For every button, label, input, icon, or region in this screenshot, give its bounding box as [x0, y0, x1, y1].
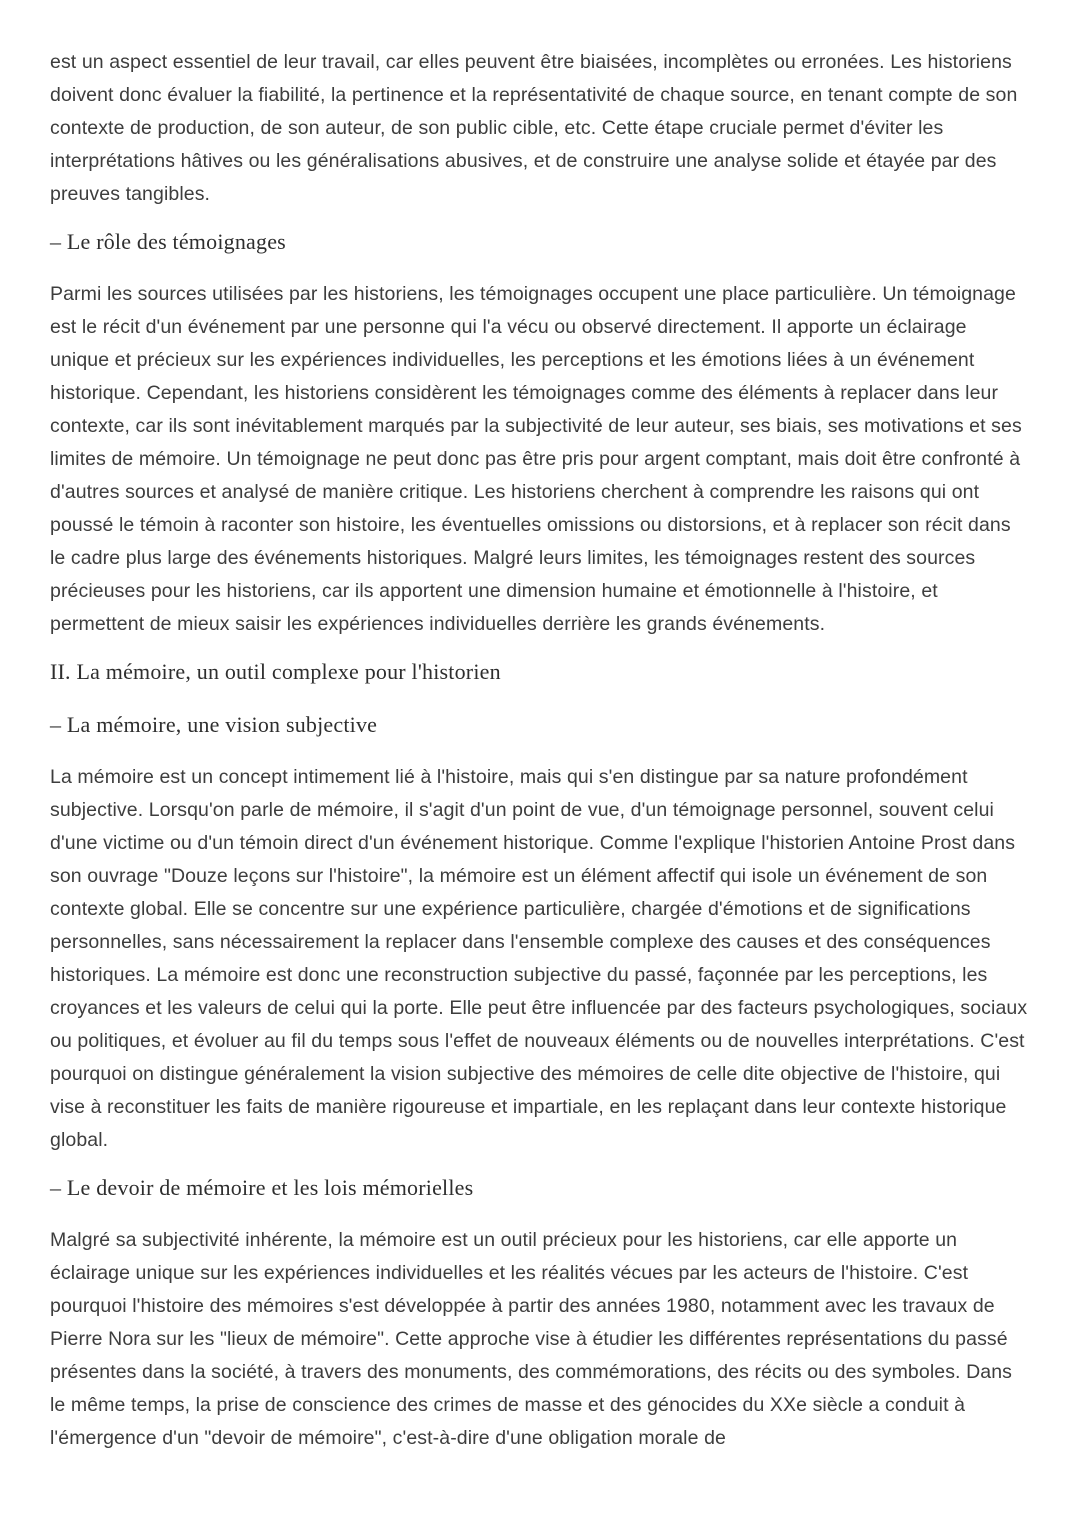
paragraph-source-evaluation: est un aspect essentiel de leur travail, car elles peuvent être biaisées, incomplètes ou erronées. Les historiens doivent donc évaluer la fiabilité, la pertinence et la représentativité de chaque source, en tenant compte de son contexte de production, de son auteur, de son public cible, etc. Cette étape cruciale permet d'éviter les interprétations hâtives ou les généralisations abusives, et de construire une analyse solide et étayée par des preuves tangibles. — [50, 51, 1018, 205]
heading-memoire-outil-complexe: II. La mémoire, un outil complexe pour l'historien — [50, 659, 501, 684]
heading-role-des-temoignages: – Le rôle des témoignages — [50, 229, 286, 254]
paragraph-devoir-de-memoire: Malgré sa subjectivité inhérente, la mémoire est un outil précieux pour les historiens, car elle apporte un éclairage unique sur les expériences individuelles et les réalités vécues par les acteurs de l'histoire. C'est pourquoi l'histoire des mémoires s'est développée à partir des années 1980, notamment avec les travaux de Pierre Nora sur les "lieux de mémoire". Cette approche vise à étudier les différentes représentations du passé présentes dans la société, à travers des monuments, des commémorations, des récits ou des symboles. Dans le même temps, la prise de conscience des crimes de masse et des génocides du XXe siècle a conduit à l'émergence d'un "devoir de mémoire", c'est-à-dire d'une obligation morale de — [50, 1229, 1013, 1449]
paragraph-memoire-subjective: La mémoire est un concept intimement lié à l'histoire, mais qui s'en distingue par sa nature profondément subjective. Lorsqu'on parle de mémoire, il s'agit d'un point de vue, d'un témoignage personnel, souvent celui d'une victime ou d'un témoin direct d'un événement historique. Comme l'explique l'historien Antoine Prost dans son ouvrage "Douze leçons sur l'histoire", la mémoire est un élément affectif qui isole un événement de son contexte global. Elle se concentre sur une expérience particulière, chargée d'émotions et de significations personnelles, sans nécessairement la replacer dans l'ensemble complexe des causes et des conséquences historiques. La mémoire est donc une reconstruction subjective du passé, façonnée par les perceptions, les croyances et les valeurs de celui qui la porte. Elle peut être influencée par des facteurs psychologiques, sociaux ou politiques, et évoluer au fil du temps sous l'effet de nouveaux éléments ou de nouvelles interprétations. C'est pourquoi on distingue généralement la vision subjective des mémoires de celle dite objective de l'histoire, qui vise à reconstituer les faits de manière rigoureuse et impartiale, en les replaçant dans leur contexte historique global. — [50, 766, 1028, 1151]
heading-memoire-vision-subjective: – La mémoire, une vision subjective — [50, 712, 378, 737]
paragraph-temoignages: Parmi les sources utilisées par les historiens, les témoignages occupent une place particulière. Un témoignage est le récit d'un événement par une personne qui l'a vécu ou observé directement. Il apporte un éclairage unique et précieux sur les expériences individuelles, les perceptions et les émotions liées à un événement historique. Cependant, les historiens considèrent les témoignages comme des éléments à replacer dans leur contexte, car ils sont inévitablement marqués par la subjectivité de leur auteur, ses biais, ses motivations et ses limites de mémoire. Un témoignage ne peut donc pas être pris pour argent comptant, mais doit être confronté à d'autres sources et analysé de manière critique. Les historiens cherchent à comprendre les raisons qui ont poussé le témoin à raconter son histoire, les éventuelles omissions ou distorsions, et à replacer son récit dans le cadre plus large des événements historiques. Malgré leurs limites, les témoignages restent des sources précieuses pour les historiens, car ils apportent une dimension humaine et émotionnelle à l'histoire, et permettent de mieux saisir les expériences individuelles derrière les grands événements. — [50, 283, 1022, 635]
heading-devoir-de-memoire: – Le devoir de mémoire et les lois mémorielles — [50, 1175, 474, 1200]
